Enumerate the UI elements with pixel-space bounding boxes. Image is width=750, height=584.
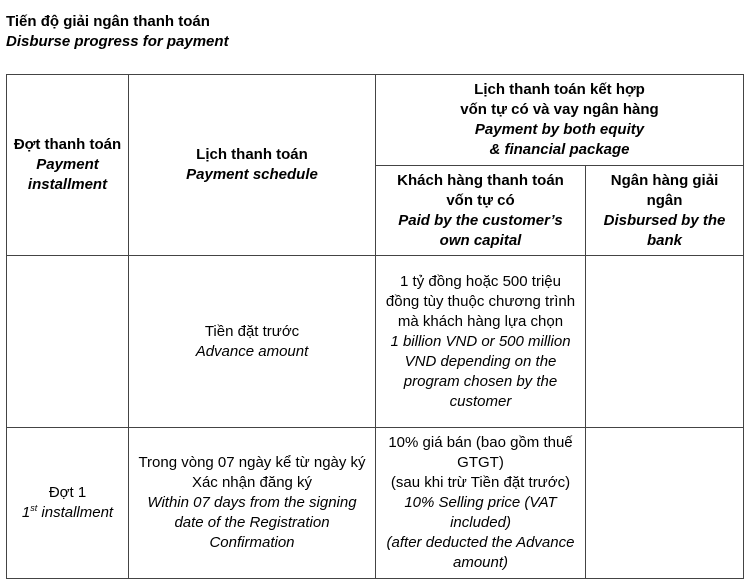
header-schedule (129, 75, 376, 256)
installment-vi: Đợt 1 (48, 484, 87, 501)
cell-installment (7, 256, 129, 428)
header-schedule-vi: Lịch thanh toán (196, 146, 308, 163)
customer-vi-note: (sau khi trừ Tiền đặt trước) (390, 474, 571, 491)
header-combined-en-2: & financial package (489, 141, 630, 158)
installment-number: 1 (21, 504, 31, 521)
header-installment (7, 75, 129, 256)
header-installment-vi: Đợt thanh toán (13, 136, 122, 153)
schedule-vi: Trong vòng 07 ngày kể từ ngày ký Xác nhận đăng ký (138, 454, 366, 491)
header-combined-vi-1: Lịch thanh toán kết hợp (474, 81, 645, 98)
cell-installment (7, 428, 129, 579)
customer-en-note: (after deducted the Advance amount) (386, 534, 575, 571)
installment-word: installment (37, 504, 114, 521)
table-row (7, 256, 744, 428)
cell-schedule (129, 256, 376, 428)
customer-vi: 10% giá bán (bao gồm thuế GTGT) (388, 434, 573, 471)
header-combined-vi-2: vốn tự có và vay ngân hàng (460, 101, 659, 118)
title-english: Disburse progress for payment (6, 33, 229, 50)
cell-bank (586, 256, 744, 428)
installment-ordinal-suffix: st (30, 503, 38, 513)
header-schedule-en: Payment schedule (186, 166, 318, 183)
payment-schedule-table (6, 74, 744, 579)
header-customer (376, 166, 586, 256)
customer-vi: 1 tỷ đồng hoặc 500 triệu đồng tùy thuộc chương trình mà khách hàng lựa chọn (385, 272, 576, 330)
header-installment-en: Payment installment (27, 156, 108, 193)
cell-bank (586, 428, 744, 579)
schedule-en: Within 07 days from the signing date of the Registration Confirmation (147, 494, 357, 551)
header-combined (376, 75, 744, 166)
cell-schedule (129, 428, 376, 579)
title-vietnamese: Tiến độ giải ngân thanh toán (6, 13, 210, 30)
customer-en: 1 billion VND or 500 million VND depending on the program chosen by the customer (390, 332, 571, 410)
header-bank-vi: Ngân hàng giải ngân (610, 171, 719, 209)
header-combined-en-1: Payment by both equity (474, 121, 645, 138)
table-row (7, 428, 744, 579)
installment-en (13, 503, 122, 523)
header-bank (586, 166, 744, 256)
cell-customer (376, 256, 586, 428)
schedule-en: Advance amount (195, 342, 309, 360)
customer-en: 10% Selling price (VAT included) (404, 494, 557, 531)
header-customer-vi: Khách hàng thanh toán vốn tự có (397, 171, 564, 209)
document-title (6, 12, 229, 52)
schedule-vi: Tiền đặt trước (204, 322, 300, 340)
header-bank-en: Disbursed by the bank (603, 211, 726, 249)
header-customer-en: Paid by the customer’s own capital (398, 211, 563, 249)
cell-customer (376, 428, 586, 579)
